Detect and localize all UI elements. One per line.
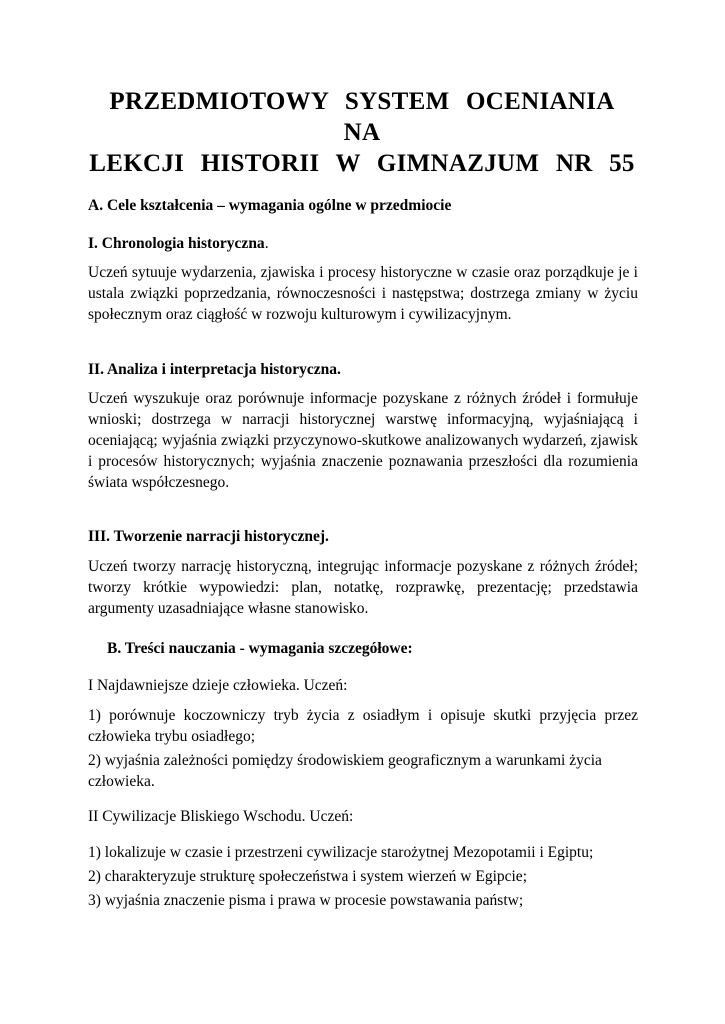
section-a-3-heading: III. Tworzenie narracji historycznej. [88,528,329,545]
section-a-2-text: Uczeń wyszukuje oraz porównuje informacje pozyskane z różnych źródeł i formułuje wnioski; dostrzega w narracji historycznej warstwę informacyjną, wyjaśniającą i oceniającą; wyjaśnia związki przyczynowo-skutkowe analizowanych wydarzeń, zjawisk i procesów historycznych; wyjaśnia znaczenie poznawania przeszłości dla rozumienia świata współczesnego. [88,390,638,491]
section-b-2-heading: II Cywilizacje Bliskiego Wschodu. Uczeń: [88,808,354,825]
section-b-1-heading: I Najdawniejsze dzieje człowieka. Uczeń: [88,677,348,694]
section-a-1-heading [88,233,638,254]
section-a-1-heading-tail: . [264,235,269,252]
document-title [88,86,636,179]
section-b-1-point-1: 1) porównuje koczowniczy tryb życia z osiadłym i opisuje skutki przyjęcia przez człowieka trybu osiadłego; [88,707,638,745]
section-b-2-point-1: 1) lokalizuje w czasie i przestrzeni cywilizacje starożytnej Mezopotamii i Egiptu; [88,844,594,861]
section-a-2-heading: II. Analiza i interpretacja historyczna. [88,361,341,378]
title-line-2: LEKCJI HISTORII W GIMNAZJUM NR 55 [89,150,635,177]
title-line-1: PRZEDMIOTOWY SYSTEM OCENIANIA NA [109,88,615,146]
section-b-2-point-2: 2) charakteryzuje strukturę społeczeństwa i system wierzeń w Egipcie; [88,868,527,885]
section-b-heading: B. Treści nauczania - wymagania szczegółowe: [107,640,413,657]
section-a-3-text: Uczeń tworzy narrację historyczną, integrując informacje pozyskane z różnych źródeł; tworzy krótkie wypowiedzi: plan, notatkę, rozprawkę, prezentację; przedstawia argumenty uzasadniające własne stanowisko. [88,558,638,617]
section-b-1-point-2: 2) wyjaśnia zależności pomiędzy środowiskiem geograficznym a warunkami życia człowieka. [88,752,602,790]
section-a-heading: A. Cele kształcenia – wymagania ogólne w przedmiocie [88,197,452,214]
section-b-2-point-3: 3) wyjaśnia znaczenie pisma i prawa w procesie powstawania państw; [88,892,524,909]
section-a-1-text: Uczeń sytuuje wydarzenia, zjawiska i procesy historyczne w czasie oraz porządkuje je i ustala związki poprzedzania, równoczesności i następstwa; dostrzega zmiany w życiu społecznym oraz ciągłość w rozwoju kulturowym i cywilizacyjnym. [88,264,638,323]
section-a-1-heading-text: I. Chronologia historyczna [88,235,265,252]
